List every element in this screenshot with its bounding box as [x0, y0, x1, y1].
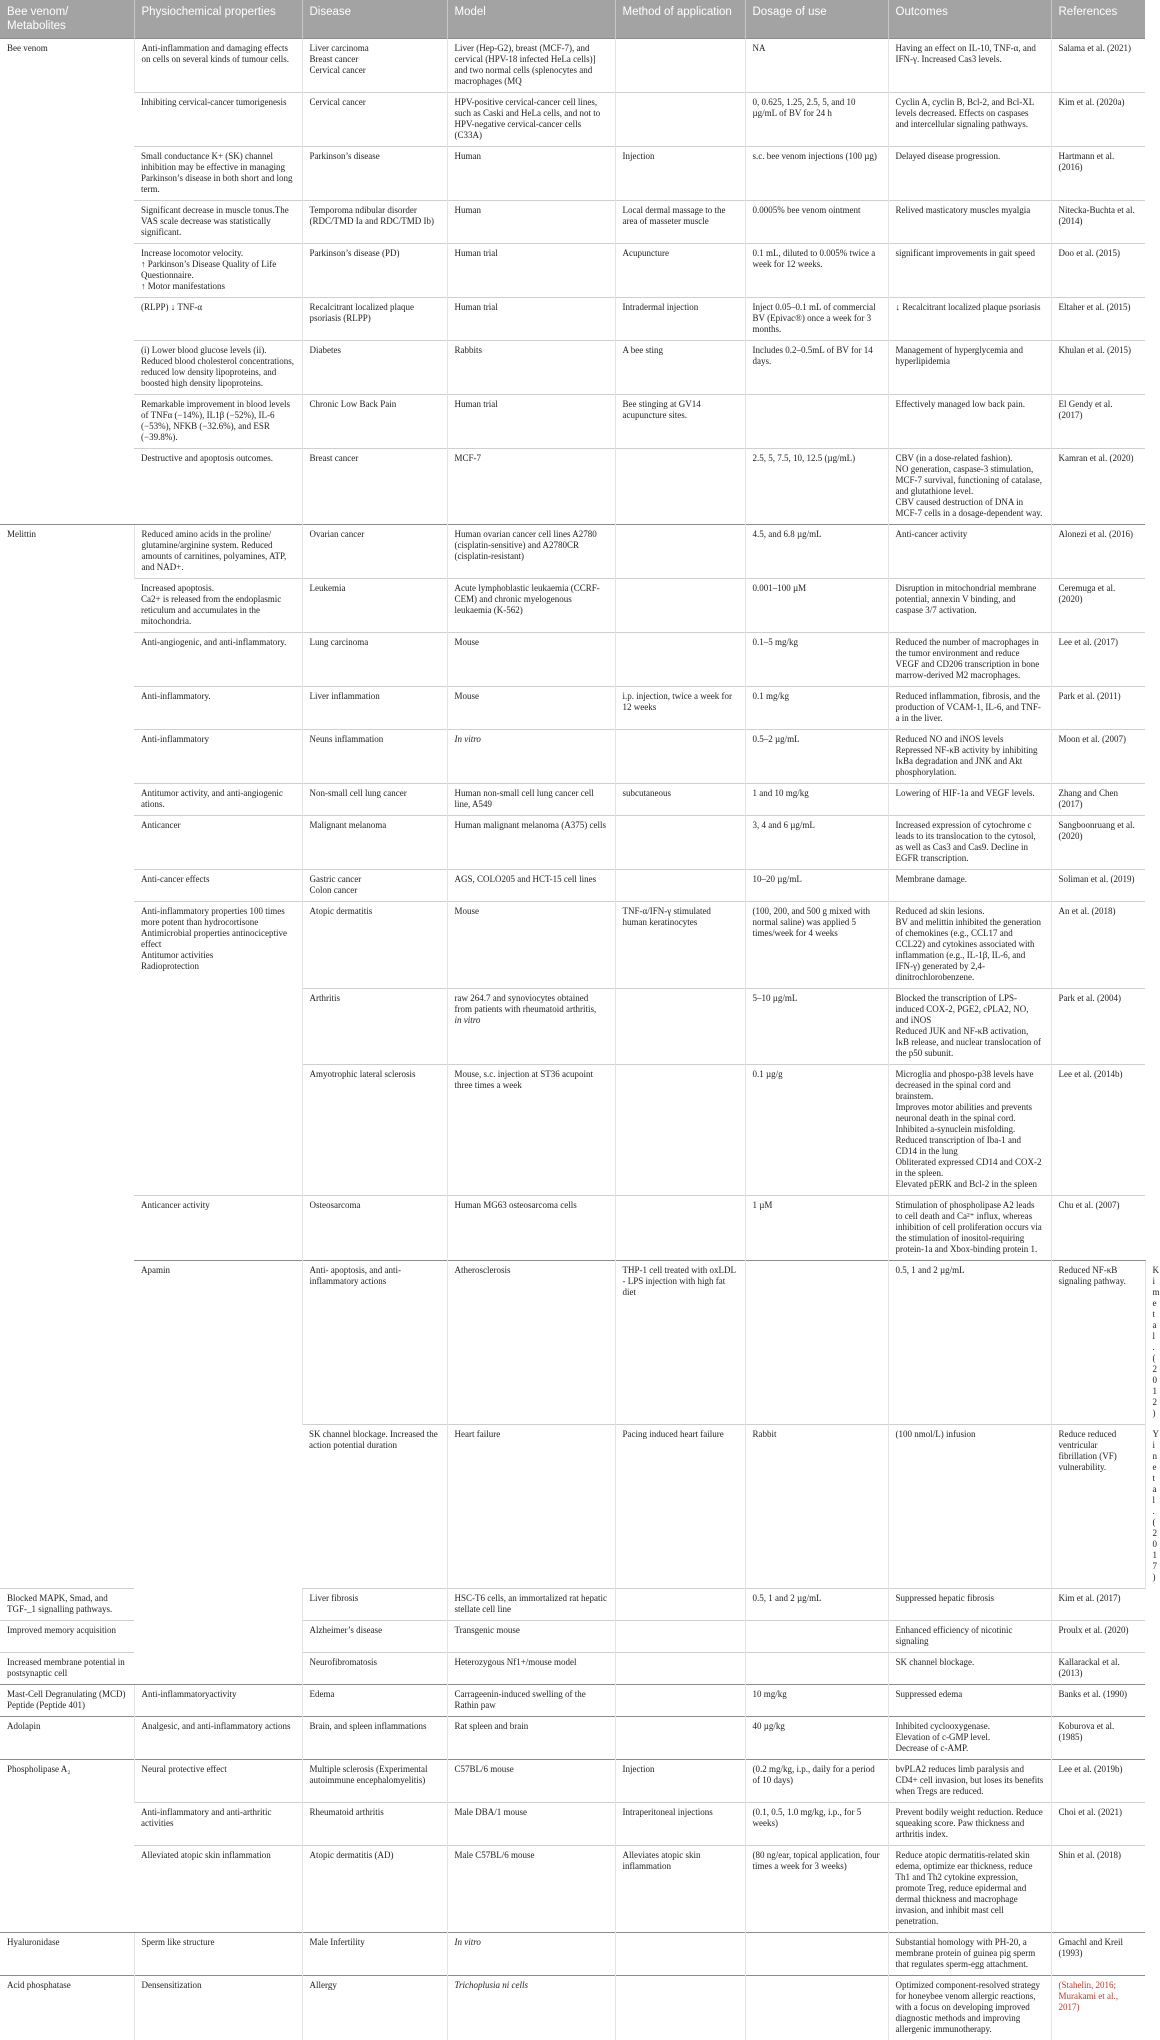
cell-model: Heterozygous Nf1+/mouse model — [447, 1652, 615, 1684]
cell-disease: Chronic Low Back Pain — [302, 395, 447, 449]
cell-disease: Atopic dermatitis — [302, 902, 447, 989]
cell-properties: Increased apoptosis. Ca2+ is released from the endoplasmic reticulum and accumulates in the mitochondria. — [134, 579, 302, 633]
cell-outcomes: significant improvements in gait speed — [888, 244, 1051, 298]
cell-dosage: 0.0005% bee venom ointment — [745, 201, 888, 244]
cell-disease: Breast cancer — [302, 449, 447, 525]
cell-reference: Choi et al. (2021) — [1051, 1802, 1145, 1845]
cell-method: subcutaneous — [615, 784, 745, 816]
cell-reference: Lee et al. (2017) — [1051, 633, 1145, 687]
table-row — [0, 1802, 1145, 1845]
cell-method — [615, 633, 745, 687]
cell-outcomes: Prevent bodily weight reduction. Reduce squeaking score. Paw thickness and arthritis index. — [888, 1802, 1051, 1845]
table-row — [0, 1684, 1145, 1716]
cell-model: Mouse — [447, 633, 615, 687]
cell-model-italic: in vitro — [454, 1015, 481, 1025]
table-row: SK channel blockage. Increased the action potential duration Heart failure Pacing induced heart failure Rabbit (100 nmol/L) infusion Reduce reduced ventricular fibrillation (VF) vulnerability. Yin et al. (2017) — [0, 1425, 1145, 1589]
cell-outcomes: Disruption in mitochondrial membrane potential, annexin V binding, and caspase 3/7 activation. — [888, 579, 1051, 633]
cell-method: Intraperitoneal injections — [615, 1802, 745, 1845]
cell-model: Human — [447, 147, 615, 201]
cell-properties: Densensitization — [134, 1975, 302, 2040]
cell-outcomes: Reduced inflammation, fibrosis, and the production of VCAM-1, IL-6, and TNF-a in the liver. — [888, 687, 1051, 730]
cell-model: Mouse, s.c. injection at ST36 acupoint three times a week — [447, 1065, 615, 1196]
cell-outcomes: Reduced NF-κB signaling pathway. — [1051, 1261, 1145, 1425]
cell-properties — [134, 989, 302, 1065]
cell-disease: Parkinson’s disease (PD) — [302, 244, 447, 298]
cell-method: Alleviates atopic skin inflammation — [615, 1845, 745, 1932]
cell-disease: Atopic dermatitis (AD) — [302, 1845, 447, 1932]
cell-dosage: 5–10 µg/mL — [745, 989, 888, 1065]
table-row — [0, 1932, 1145, 1975]
cell-method: Bee stinging at GV14 acupuncture sites. — [615, 395, 745, 449]
cell-method — [615, 93, 745, 147]
table-row — [0, 579, 1145, 633]
table-row — [0, 147, 1145, 201]
cell-model: MCF-7 — [447, 449, 615, 525]
cell-properties: Alleviated atopic skin inflammation — [134, 1845, 302, 1932]
table-row — [0, 633, 1145, 687]
cell-dosage: (80 ng/ear, topical application, four times a week for 3 weeks) — [745, 1845, 888, 1932]
cell-model: HSC-T6 cells, an immortalized rat hepatic stellate cell line — [447, 1588, 615, 1620]
cell-reference: Zhang and Chen (2017) — [1051, 784, 1145, 816]
cell-venom: Adolapin — [0, 1716, 134, 1759]
cell-disease: Arthritis — [302, 989, 447, 1065]
cell-properties: Anti- apoptosis, and anti-inflammatory actions — [302, 1261, 447, 1425]
cell-method — [615, 39, 745, 93]
header-dosage: Dosage of use — [745, 0, 888, 39]
cell-dosage — [745, 1652, 888, 1684]
cell-disease: Osteosarcoma — [302, 1196, 447, 1261]
cell-venom: Phospholipase A₂ — [0, 1759, 134, 1932]
cell-dosage: 1 µM — [745, 1196, 888, 1261]
cell-dosage: s.c. bee venom injections (100 µg) — [745, 147, 888, 201]
cell-method: TNF-α/IFN-γ stimulated human keratinocytes — [615, 902, 745, 989]
table-row — [0, 1845, 1145, 1932]
cell-outcomes: Cyclin A, cyclin B, Bcl-2, and Bcl-XL levels decreased. Effects on caspases and intercellular signaling pathways. — [888, 93, 1051, 147]
cell-model: Male C57BL/6 mouse — [447, 1845, 615, 1932]
cell-dosage: Inject 0.05–0.1 mL of commercial BV (Epivac®) once a week for 3 months. — [745, 298, 888, 341]
cell-outcomes: SK channel blockage. — [888, 1652, 1051, 1684]
cell-method: Injection — [615, 1759, 745, 1802]
cell-outcomes: Blocked the transcription of LPS-induced COX-2, PGE2, cPLA2, NO, and iNOS Reduced JUK and NF-κB activation, IκB release, and nuclear translocation of the p50 subunit. — [888, 989, 1051, 1065]
cell-properties: Anticancer activity — [134, 1196, 302, 1261]
cell-reference: Nitecka-Buchta et al. (2014) — [1051, 201, 1145, 244]
cell-venom: Mast-Cell Degranulating (MCD) Peptide (Peptide 401) — [0, 1684, 134, 1716]
cell-model: THP-1 cell treated with oxLDL - LPS injection with high fat diet — [615, 1261, 745, 1425]
cell-model: Liver (Hep-G2), breast (MCF-7), and cervical (HPV-18 infected HeLa cells)] and two normal cells (splenocytes and macrophages (MQ — [447, 39, 615, 93]
cell-method: i.p. injection, twice a week for 12 weeks — [615, 687, 745, 730]
cell-model — [447, 989, 615, 1065]
cell-model: Human trial — [447, 298, 615, 341]
cell-method — [615, 449, 745, 525]
cell-disease: Allergy — [302, 1975, 447, 2040]
cell-dosage: 40 µg/kg — [745, 1716, 888, 1759]
cell-model: Rat spleen and brain — [447, 1716, 615, 1759]
cell-properties: Inhibiting cervical-cancer tumorigenesis — [134, 93, 302, 147]
table-header-row — [0, 0, 1145, 39]
cell-method — [615, 730, 745, 784]
cell-reference: Ceremuga et al. (2020) — [1051, 579, 1145, 633]
cell-outcomes: Management of hyperglycemia and hyperlipidemia — [888, 341, 1051, 395]
cell-properties: Blocked MAPK, Smad, and TGF-_1 signalling pathways. — [0, 1588, 134, 1620]
table-row — [0, 395, 1145, 449]
cell-outcomes: Increased expression of cytochrome c leads to its translocation to the cytosol, as well as Cas3 and Cas9. Decline in EGFR transcription. — [888, 816, 1051, 870]
cell-outcomes: Delayed disease progression. — [888, 147, 1051, 201]
cell-reference: Lee et al. (2014b) — [1051, 1065, 1145, 1196]
cell-disease: Diabetes — [302, 341, 447, 395]
cell-outcomes: Reduced ad skin lesions. BV and melittin inhibited the generation of chemokines (e.g., CCL17 and CCL22) and cytokines associated with inflammation (e.g., IL-1β, IL-6, and IFN-γ) generated by 2,4-dinitrochlorobenzene. — [888, 902, 1051, 989]
cell-properties: Improved memory acquisition — [0, 1620, 134, 1652]
cell-properties: Sperm like structure — [134, 1932, 302, 1975]
cell-model: Human MG63 osteosarcoma cells — [447, 1196, 615, 1261]
cell-model: Human trial — [447, 395, 615, 449]
cell-dosage: 0.1 mL, diluted to 0.005% twice a week for 12 weeks. — [745, 244, 888, 298]
cell-outcomes: Having an effect on IL-10, TNF-α, and IFN-γ. Increased Cas3 levels. — [888, 39, 1051, 93]
cell-method — [615, 1716, 745, 1759]
cell-reference: Shin et al. (2018) — [1051, 1845, 1145, 1932]
table-row — [0, 1716, 1145, 1759]
cell-model: C57BL/6 mouse — [447, 1759, 615, 1802]
cell-properties: Remarkable improvement in blood levels of TNFα (−14%), IL1β (−52%), IL-6 (−53%), NFKB (−32.6%), and ESR (−39.8%). — [134, 395, 302, 449]
cell-dosage: 0.1 mg/kg — [745, 687, 888, 730]
cell-reference: Proulx et al. (2020) — [1051, 1620, 1145, 1652]
table-row — [0, 989, 1145, 1065]
cell-method — [745, 1261, 888, 1425]
cell-dosage: 10 mg/kg — [745, 1684, 888, 1716]
cell-method — [615, 1065, 745, 1196]
cell-properties: Antitumor activity, and anti-angiogenic ations. — [134, 784, 302, 816]
table-row — [0, 1196, 1145, 1261]
cell-disease: Non-small cell lung cancer — [302, 784, 447, 816]
table-body — [0, 39, 1160, 2040]
table-row — [0, 39, 1145, 93]
cell-outcomes: Microglia and phospo-p38 levels have decreased in the spinal cord and brainstem. Improves motor abilities and prevents neuronal death in the spinal cord. Inhibited a-synuclein misfolding. Reduced transcription of Iba-1 and CD14 in the lung Obliterated expressed CD14 and COX-2 in the spleen. Elevated pERK and Bcl-2 in the spleen — [888, 1065, 1051, 1196]
header-disease: Disease — [302, 0, 447, 39]
cell-disease: Cervical cancer — [302, 93, 447, 147]
cell-model: Transgenic mouse — [447, 1620, 615, 1652]
cell-model: Human ovarian cancer cell lines A2780 (cisplatin-sensitive) and A2780CR (cisplatin-resistant) — [447, 525, 615, 579]
cell-properties: Anti-inflammatory and anti-arthritic activities — [134, 1802, 302, 1845]
cell-model-text: raw 264.7 and synoviocytes obtained from patients with rheumatoid arthritis, — [454, 993, 597, 1014]
cell-reference: Park et al. (2004) — [1051, 989, 1145, 1065]
cell-disease: Liver inflammation — [302, 687, 447, 730]
cell-properties: SK channel blockage. Increased the action potential duration — [302, 1425, 447, 1589]
cell-method — [615, 1196, 745, 1261]
cell-model: HPV-positive cervical-cancer cell lines, such as Caski and HeLa cells, and not to HPV-negative cervical-cancer cells (C33A) — [447, 93, 615, 147]
cell-disease: Neurofibromatosis — [302, 1652, 447, 1684]
cell-reference: Khulan et al. (2015) — [1051, 341, 1145, 395]
cell-model: Rabbits — [447, 341, 615, 395]
cell-disease: Temporoma ndibular disorder (RDC/TMD Ia and RDC/TMD Ib) — [302, 201, 447, 244]
cell-disease: Heart failure — [447, 1425, 615, 1589]
cell-outcomes: Effectively managed low back pain. — [888, 395, 1051, 449]
cell-reference: Doo et al. (2015) — [1051, 244, 1145, 298]
cell-outcomes: Lowering of HIF-1a and VEGF levels. — [888, 784, 1051, 816]
cell-model: Mouse — [447, 902, 615, 989]
cell-dosage: 0.1 µg/g — [745, 1065, 888, 1196]
cell-outcomes: Anti-cancer activity — [888, 525, 1051, 579]
cell-disease: Malignant melanoma — [302, 816, 447, 870]
cell-disease: Liver fibrosis — [302, 1588, 447, 1620]
cell-reference: Moon et al. (2007) — [1051, 730, 1145, 784]
table-row — [0, 1759, 1145, 1802]
cell-outcomes: Membrane damage. — [888, 870, 1051, 902]
cell-outcomes: Relived masticatory muscles myalgia — [888, 201, 1051, 244]
cell-model: Human — [447, 201, 615, 244]
cell-method — [615, 1684, 745, 1716]
cell-disease: Atherosclerosis — [447, 1261, 615, 1425]
header-venom: Bee venom/ Metabolites — [0, 0, 134, 39]
cell-outcomes: Enhanced efficiency of nicotinic signaling — [888, 1620, 1051, 1652]
cell-dosage: 0, 0.625, 1.25, 2.5, 5, and 10 µg/mL of BV for 24 h — [745, 93, 888, 147]
cell-venom: Bee venom — [0, 39, 134, 525]
cell-disease: Parkinson’s disease — [302, 147, 447, 201]
cell-model: Human malignant melanoma (A375) cells — [447, 816, 615, 870]
table-row — [0, 244, 1145, 298]
cell-reference: Kallarackal et al. (2013) — [1051, 1652, 1145, 1684]
header-outcomes: Outcomes — [888, 0, 1051, 39]
cell-model: Acute lymphoblastic leukaemia (CCRF-CEM) and chronic myelogenous leukaemia (K-562) — [447, 579, 615, 633]
cell-venom: Acid phosphatase — [0, 1975, 134, 2040]
cell-properties: Anti-inflammatory properties 100 times more potent than hydrocortisone Antimicrobial properties antinociceptive effect Antitumor activities Radioprotection — [134, 902, 302, 989]
cell-reference: (Stahelin, 2016; Murakami et al., 2017) — [1051, 1975, 1145, 2040]
cell-properties: Neural protective effect — [134, 1759, 302, 1802]
cell-reference: Hartmann et al. (2016) — [1051, 147, 1145, 201]
cell-disease: Gastric cancer Colon cancer — [302, 870, 447, 902]
cell-dosage: 10–20 µg/mL — [745, 870, 888, 902]
cell-dosage: 3, 4 and 6 µg/mL — [745, 816, 888, 870]
table-row — [0, 1975, 1145, 2040]
cell-method: Intradermal injection — [615, 298, 745, 341]
cell-properties: Increase locomotor velocity. ↑ Parkinson’s Disease Quality of Life Questionnaire. ↑ Motor manifestations — [134, 244, 302, 298]
cell-outcomes: Stimulation of phospholipase A2 leads to cell death and Ca²⁺ influx, whereas inhibition of cell proliferation occurs via the stimulation of inositol-requiring protein-1a and Xbox-binding protein 1. — [888, 1196, 1051, 1261]
cell-disease: Alzheimer’s disease — [302, 1620, 447, 1652]
cell-properties: Analgesic, and anti-inflammatory actions — [134, 1716, 302, 1759]
cell-outcomes: Reduce reduced ventricular fibrillation (VF) vulnerability. — [1051, 1425, 1145, 1589]
cell-reference: Kim et al. (2020a) — [1051, 93, 1145, 147]
cell-reference: Gmachl and Kreil (1993) — [1051, 1932, 1145, 1975]
cell-dosage: (0.2 mg/kg, i.p., daily for a period of 10 days) — [745, 1759, 888, 1802]
table-row — [0, 1065, 1145, 1196]
cell-properties: Anti-inflammatoryactivity — [134, 1684, 302, 1716]
cell-disease: Brain, and spleen inflammations — [302, 1716, 447, 1759]
cell-dosage: 0.5, 1 and 2 µg/mL — [888, 1261, 1051, 1425]
cell-reference: Sangboonruang et al. (2020) — [1051, 816, 1145, 870]
cell-dosage: (100, 200, and 500 g mixed with normal saline) was applied 5 times/week for 4 weeks — [745, 902, 888, 989]
cell-method: A bee sting — [615, 341, 745, 395]
cell-model: Male DBA/1 mouse — [447, 1802, 615, 1845]
cell-outcomes: Reduce atopic dermatitis-related skin edema, optimize ear thickness, reduce Th1 and Th2 cytokine expression, promote Treg, reduce epidermal and dermal thickness and macrophage invasion, and inhibit mast cell penetration. — [888, 1845, 1051, 1932]
cell-disease: Neuns inflammation — [302, 730, 447, 784]
cell-properties: Destructive and apoptosis outcomes. — [134, 449, 302, 525]
cell-dosage: 4.5, and 6.8 µg/mL — [745, 525, 888, 579]
table-row — [0, 298, 1145, 341]
cell-model: In vitro — [447, 730, 615, 784]
cell-reference: Salama et al. (2021) — [1051, 39, 1145, 93]
cell-reference: Chu et al. (2007) — [1051, 1196, 1145, 1261]
cell-model: Carrageenin-induced swelling of the Rathin paw — [447, 1684, 615, 1716]
cell-reference: An et al. (2018) — [1051, 902, 1145, 989]
cell-dosage — [745, 1932, 888, 1975]
cell-reference: Soliman et al. (2019) — [1051, 870, 1145, 902]
cell-outcomes: Optimized component-resolved strategy for honeybee venom allergic reactions, with a focus on developing improved diagnostic methods and improving allergenic immunotherapy. — [888, 1975, 1051, 2040]
cell-dosage — [745, 395, 888, 449]
cell-dosage: Includes 0.2–0.5mL of BV for 14 days. — [745, 341, 888, 395]
cell-model: In vitro — [447, 1932, 615, 1975]
cell-outcomes: Inhibited cyclooxygenase. Elevation of c-GMP level. Decrease of c-AMP. — [888, 1716, 1051, 1759]
cell-properties: (RLPP) ↓ TNF-α — [134, 298, 302, 341]
cell-method — [615, 579, 745, 633]
cell-outcomes: Suppressed edema — [888, 1684, 1051, 1716]
table-row — [0, 341, 1145, 395]
cell-method — [615, 525, 745, 579]
cell-method — [615, 816, 745, 870]
header-references: References — [1051, 0, 1145, 39]
cell-method — [615, 1975, 745, 2040]
table-row: Apamin Anti- apoptosis, and anti-inflammatory actions Atherosclerosis THP-1 cell treated with oxLDL - LPS injection with high fat diet 0.5, 1 and 2 µg/mL Reduced NF-κB signaling pathway. Kim et al. (2012) — [0, 1261, 1145, 1425]
cell-reference: Banks et al. (1990) — [1051, 1684, 1145, 1716]
cell-disease: Leukemia — [302, 579, 447, 633]
cell-outcomes: Reduced NO and iNOS levels Repressed NF-κB activity by inhibiting IκBa degradation and JNK and Akt phosphorylation. — [888, 730, 1051, 784]
cell-dosage: (100 nmol/L) infusion — [888, 1425, 1051, 1589]
cell-disease: Amyotrophic lateral sclerosis — [302, 1065, 447, 1196]
table-row — [0, 816, 1145, 870]
cell-outcomes: ↓ Recalcitrant localized plaque psoriasis — [888, 298, 1051, 341]
cell-method — [615, 989, 745, 1065]
table-row — [0, 93, 1145, 147]
cell-properties: Small conductance K+ (SK) channel inhibition may be effective in managing Parkinson’s disease in both short and long term. — [134, 147, 302, 201]
cell-method: Local dermal massage to the area of masseter muscle — [615, 201, 745, 244]
cell-properties: (i) Lower blood glucose levels (ii). Reduced blood cholesterol concentrations, reduced low density lipoproteins, and boosted high density lipoproteins. — [134, 341, 302, 395]
cell-disease: Liver carcinoma Breast cancer Cervical cancer — [302, 39, 447, 93]
table-row — [0, 902, 1145, 989]
table-row — [0, 730, 1145, 784]
cell-dosage: 1 and 10 mg/kg — [745, 784, 888, 816]
cell-method — [615, 1620, 745, 1652]
cell-dosage: NA — [745, 39, 888, 93]
cell-properties: Anti-inflammatory. — [134, 687, 302, 730]
cell-model: Human non-small cell lung cancer cell line, A549 — [447, 784, 615, 816]
table-row — [0, 201, 1145, 244]
cell-reference: Alonezi et al. (2016) — [1051, 525, 1145, 579]
cell-dosage: (0.1, 0.5, 1.0 mg/kg, i.p., for 5 weeks) — [745, 1802, 888, 1845]
table-row — [0, 784, 1145, 816]
cell-method — [615, 1932, 745, 1975]
cell-reference: Park et al. (2011) — [1051, 687, 1145, 730]
cell-dosage: 0.5, 1 and 2 µg/mL — [745, 1588, 888, 1620]
cell-model: Human trial — [447, 244, 615, 298]
cell-outcomes: CBV (in a dose-related fashion). NO generation, caspase-3 stimulation, MCF-7 survival, functioning of catalase, and glutathione level. CBV caused destruction of DNA in MCF-7 cells in a dosage-dependent way. — [888, 449, 1051, 525]
table-row — [0, 449, 1145, 525]
cell-method — [615, 1652, 745, 1684]
table-row — [0, 870, 1145, 902]
cell-venom: Hyaluronidase — [0, 1932, 134, 1975]
cell-method: Acupuncture — [615, 244, 745, 298]
cell-properties: Increased membrane potential in postsynaptic cell — [0, 1652, 134, 1684]
cell-method — [615, 1588, 745, 1620]
cell-dosage — [745, 1620, 888, 1652]
cell-dosage — [745, 1975, 888, 2040]
cell-properties: Anti-angiogenic, and anti-inflammatory. — [134, 633, 302, 687]
table-row — [0, 525, 1145, 579]
cell-method — [615, 870, 745, 902]
cell-reference: Lee et al. (2019b) — [1051, 1759, 1145, 1802]
header-model: Model — [447, 0, 615, 39]
cell-model: AGS, COLO205 and HCT-15 cell lines — [447, 870, 615, 902]
cell-outcomes: Suppressed hepatic fibrosis — [888, 1588, 1051, 1620]
cell-properties: Anticancer — [134, 816, 302, 870]
cell-reference: Eltaher et al. (2015) — [1051, 298, 1145, 341]
cell-reference: El Gendy et al. (2017) — [1051, 395, 1145, 449]
table-row — [0, 687, 1145, 730]
cell-disease: Male Infertility — [302, 1932, 447, 1975]
header-properties: Physiochemical properties — [134, 0, 302, 39]
cell-reference: Koburova et al. (1985) — [1051, 1716, 1145, 1759]
cell-properties — [134, 1065, 302, 1196]
cell-reference: Kamran et al. (2020) — [1051, 449, 1145, 525]
cell-disease: Recalcitrant localized plaque psoriasis (RLPP) — [302, 298, 447, 341]
cell-model: Trichoplusia ni cells — [447, 1975, 615, 2040]
cell-disease: Multiple sclerosis (Experimental autoimmune encephalomyelitis) — [302, 1759, 447, 1802]
cell-outcomes: Substantial homology with PH-20, a membrane protein of guinea pig sperm that regulates sperm-egg attachment. — [888, 1932, 1051, 1975]
cell-properties: Anti-inflammatory — [134, 730, 302, 784]
cell-outcomes: Reduced the number of macrophages in the tumor environment and reduce VEGF and CD206 transcription in bone marrow-derived M2 macrophages. — [888, 633, 1051, 687]
cell-properties: Anti-inflammation and damaging effects on cells on several kinds of tumour cells. — [134, 39, 302, 93]
cell-method: Rabbit — [745, 1425, 888, 1589]
cell-dosage: 2.5, 5, 7.5, 10, 12.5 (µg/mL) — [745, 449, 888, 525]
header-method: Method of application — [615, 0, 745, 39]
cell-disease: Lung carcinoma — [302, 633, 447, 687]
cell-dosage: 0.1–5 mg/kg — [745, 633, 888, 687]
cell-properties: Anti-cancer effects — [134, 870, 302, 902]
cell-dosage: 0.5–2 µg/mL — [745, 730, 888, 784]
cell-outcomes: bvPLA2 reduces limb paralysis and CD4+ cell invasion, but loses its benefits when Tregs are reduced. — [888, 1759, 1051, 1802]
cell-dosage: 0.001–100 µM — [745, 579, 888, 633]
cell-model: Pacing induced heart failure — [615, 1425, 745, 1589]
cell-disease: Edema — [302, 1684, 447, 1716]
cell-disease: Rheumatoid arthritis — [302, 1802, 447, 1845]
cell-properties: Reduced amino acids in the proline/ glutamine/arginine system. Reduced amounts of carnitines, polyamines, ATP, and NAD+. — [134, 525, 302, 579]
cell-disease: Ovarian cancer — [302, 525, 447, 579]
cell-venom: Apamin — [134, 1261, 302, 1685]
cell-properties: Significant decrease in muscle tonus.The VAS scale decrease was statistically significant. — [134, 201, 302, 244]
cell-method: Injection — [615, 147, 745, 201]
cell-reference: Kim et al. (2017) — [1051, 1588, 1145, 1620]
cell-model: Mouse — [447, 687, 615, 730]
cell-venom: Melittin — [0, 525, 134, 1589]
